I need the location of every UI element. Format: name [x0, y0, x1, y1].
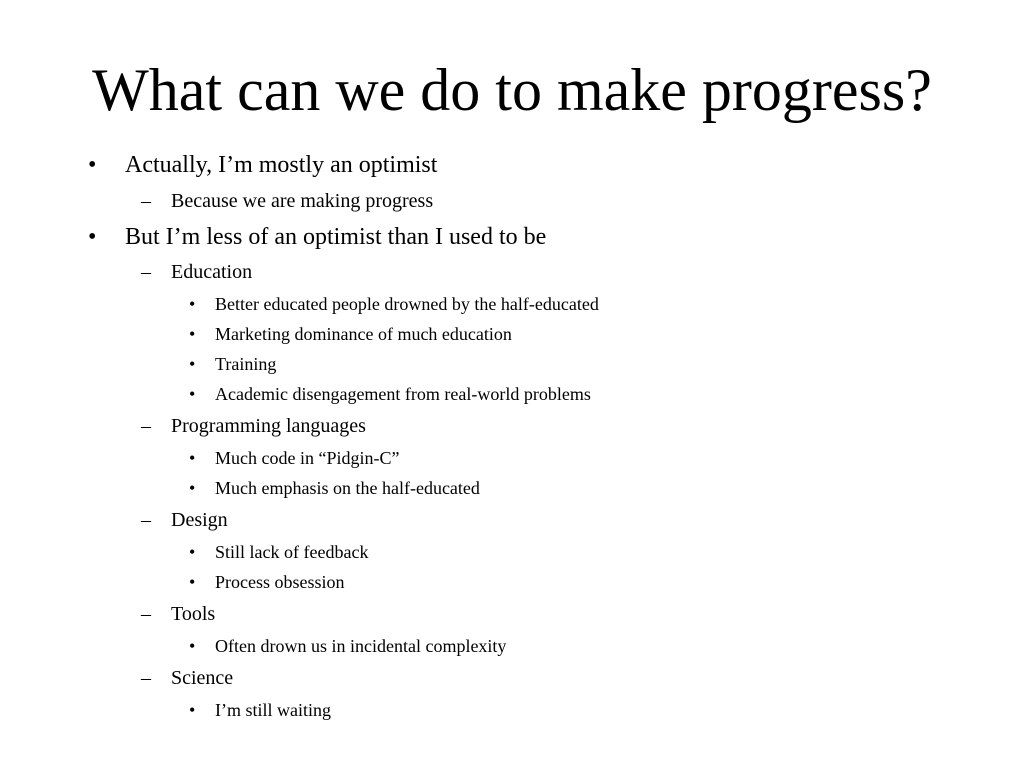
sub-bullet-design: Design: [171, 509, 228, 531]
education-item: Better educated people drowned by the half-educated: [215, 294, 599, 314]
bullet-marker: •: [88, 152, 97, 178]
bullet-less-optimist: But I’m less of an optimist than I used to be: [125, 224, 547, 250]
bullet-marker: •: [189, 384, 196, 404]
bullet-marker: •: [189, 324, 196, 344]
design-item: Process obsession: [215, 572, 345, 592]
bullet-marker: •: [189, 478, 196, 498]
bullet-marker: •: [189, 294, 196, 314]
languages-item: Much emphasis on the half-educated: [215, 478, 480, 498]
bullet-marker: •: [189, 572, 196, 592]
languages-item: Much code in “Pidgin-C”: [215, 448, 400, 468]
sub-bullet-languages: Programming languages: [171, 415, 366, 437]
design-item: Still lack of feedback: [215, 542, 369, 562]
bullet-optimist: Actually, I’m mostly an optimist: [125, 152, 438, 178]
dash-marker: –: [141, 190, 151, 212]
education-item: Training: [215, 354, 277, 374]
bullet-marker: •: [189, 542, 196, 562]
science-item: I’m still waiting: [215, 700, 331, 720]
dash-marker: –: [141, 415, 151, 437]
tools-item: Often drown us in incidental complexity: [215, 636, 507, 656]
sub-bullet-progress: Because we are making progress: [171, 190, 434, 212]
education-item: Marketing dominance of much education: [215, 324, 512, 344]
bullet-marker: •: [189, 636, 196, 656]
dash-marker: –: [141, 261, 151, 283]
dash-marker: –: [141, 667, 151, 689]
bullet-marker: •: [189, 354, 196, 374]
education-item: Academic disengagement from real-world problems: [215, 384, 591, 404]
bullet-marker: •: [88, 224, 97, 250]
dash-marker: –: [141, 603, 151, 625]
sub-bullet-education: Education: [171, 261, 253, 283]
dash-marker: –: [141, 509, 151, 531]
sub-bullet-science: Science: [171, 667, 234, 689]
bullet-marker: •: [189, 448, 196, 468]
sub-bullet-tools: Tools: [171, 603, 216, 625]
slide-title: What can we do to make progress?: [92, 57, 932, 123]
bullet-marker: •: [189, 700, 196, 720]
